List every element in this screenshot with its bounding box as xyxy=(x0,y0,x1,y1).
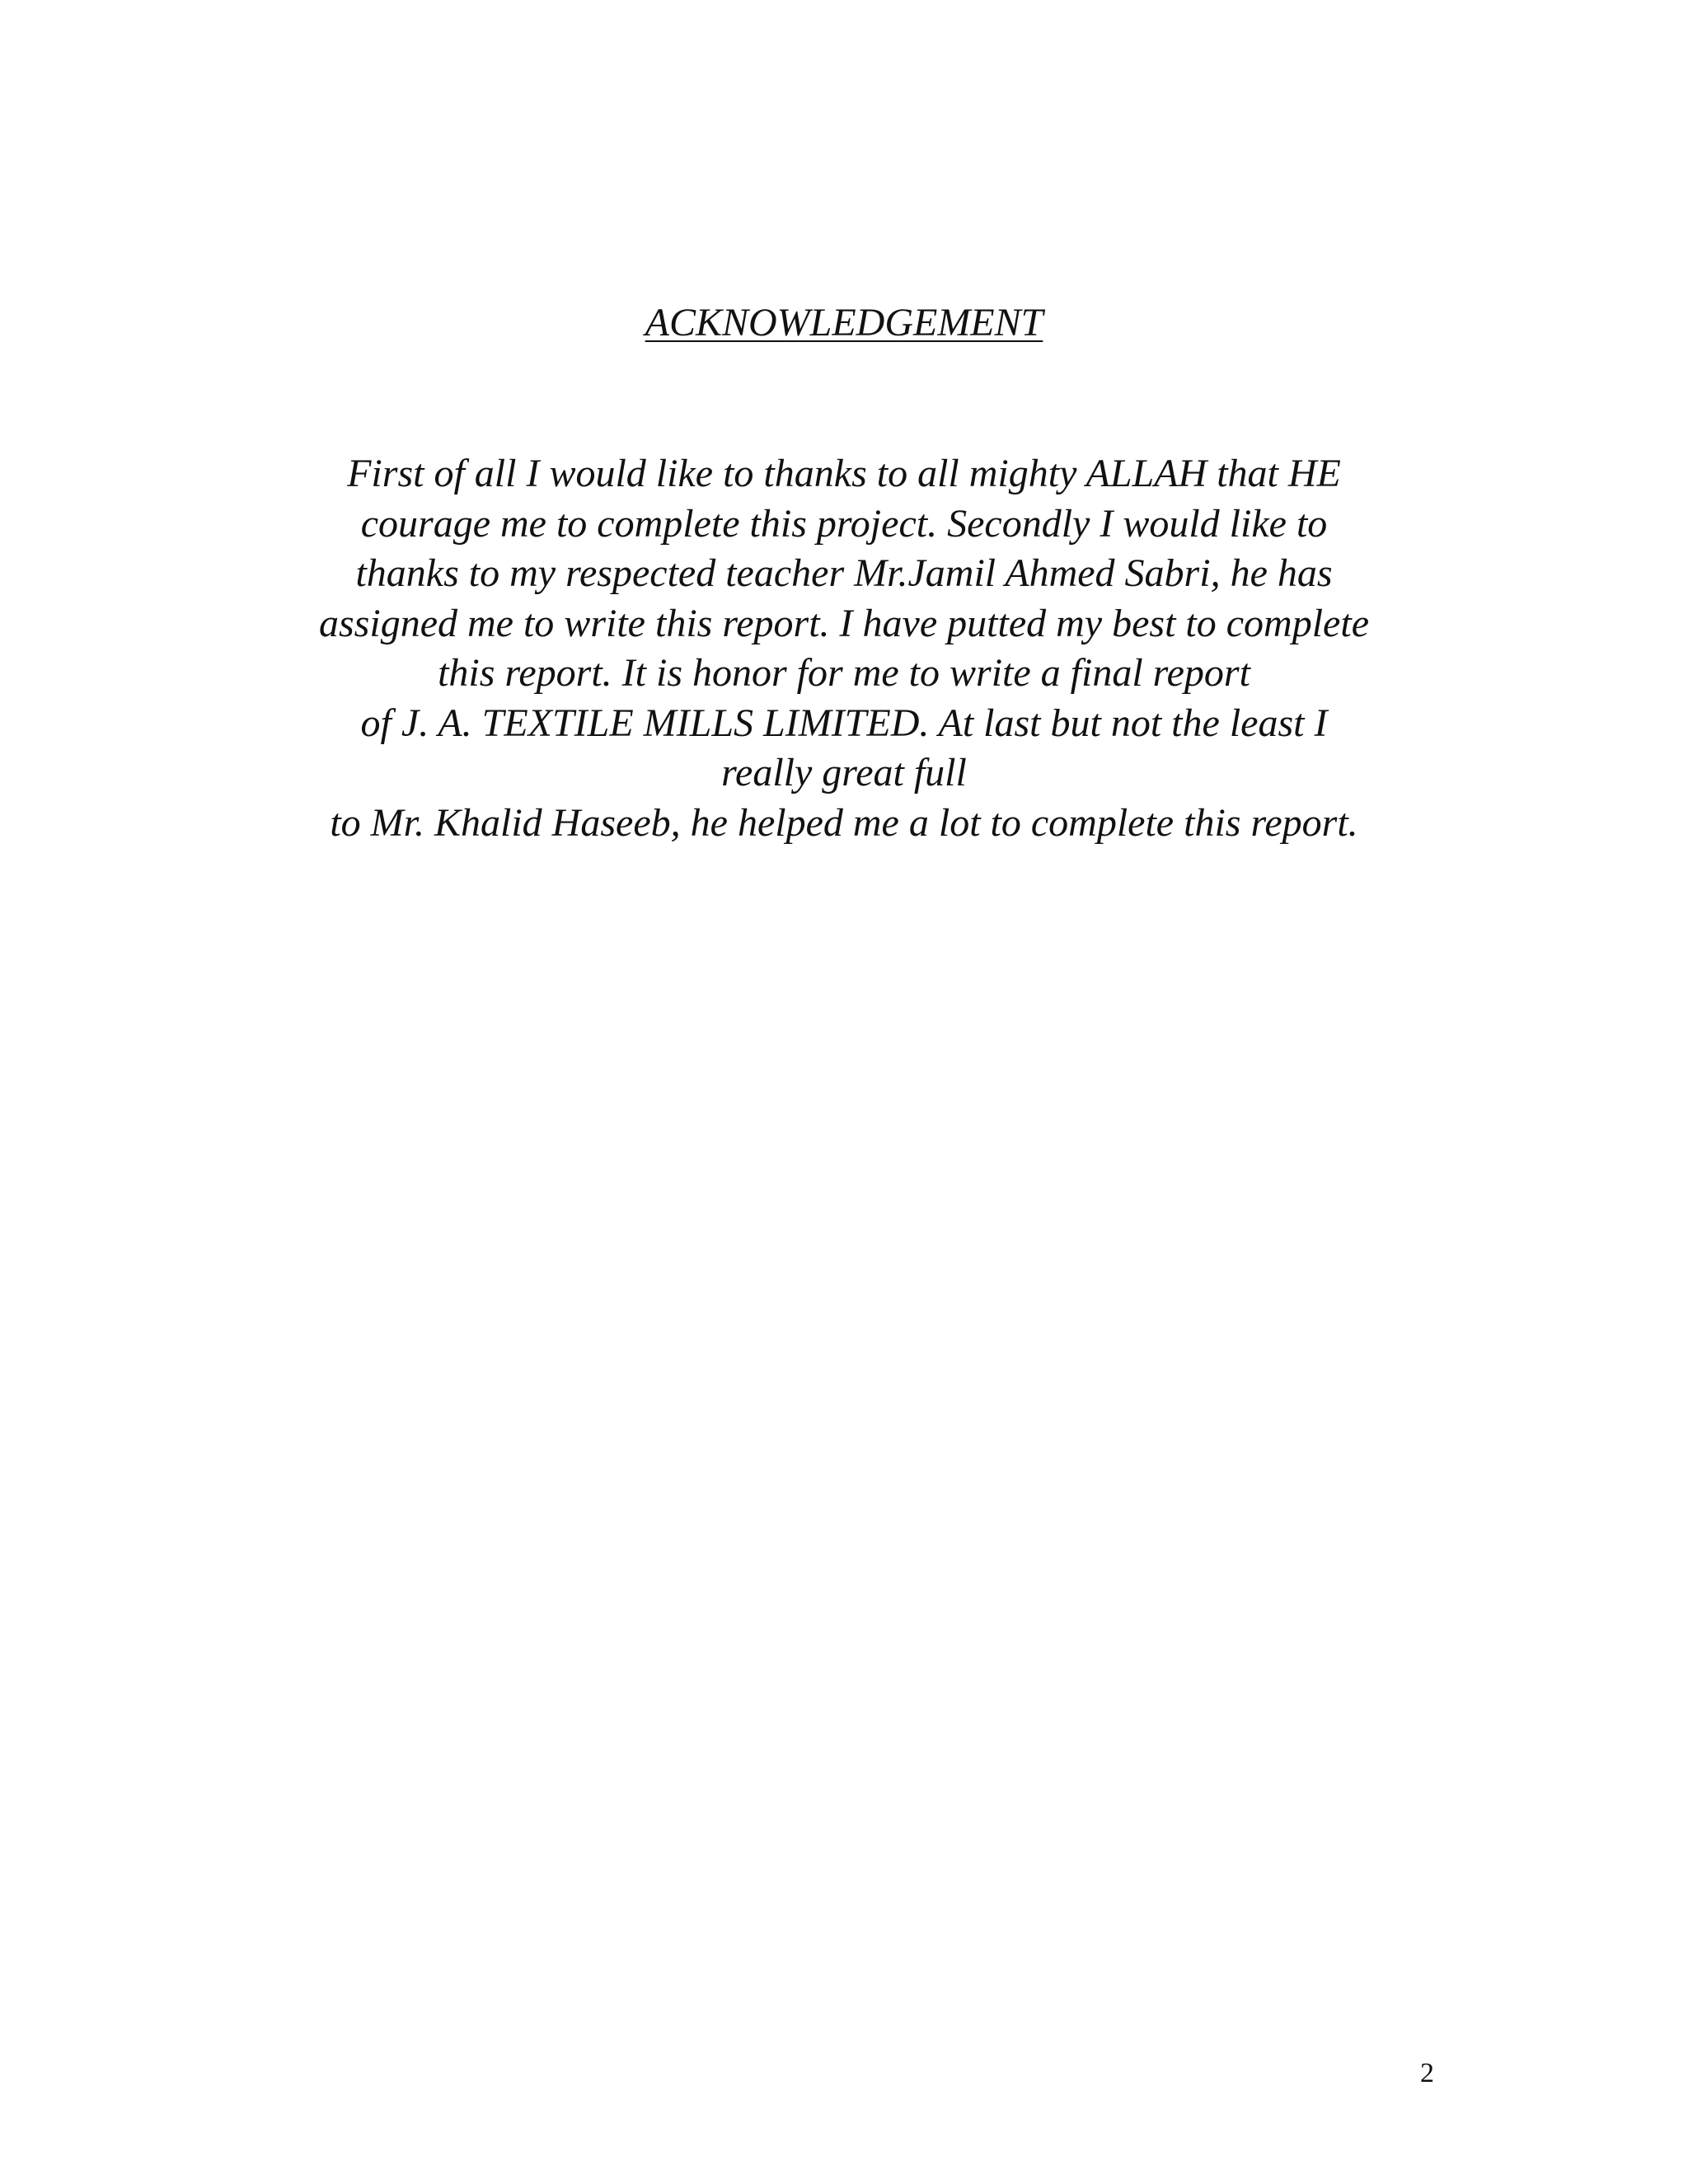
paragraph-line: of J. A. TEXTILE MILLS LIMITED. At last but not the least I xyxy=(360,701,1328,745)
paragraph-line: thanks to my respected teacher Mr.Jamil Ahmed Sabri, he has xyxy=(355,551,1333,595)
page-number: 2 xyxy=(1420,2058,1434,2088)
paragraph-line: assigned me to write this report. I have putted my best to complete xyxy=(319,601,1369,645)
page-title: ACKNOWLEDGEMENT xyxy=(645,301,1043,344)
paragraph-line: this report. It is honor for me to write a final report xyxy=(438,651,1250,695)
paragraph-line: really great full xyxy=(721,751,967,794)
paragraph-line: First of all I would like to thanks to all mighty ALLAH that HE xyxy=(347,452,1341,495)
paragraph-line: to Mr. Khalid Haseeb, he helped me a lot to complete this report. xyxy=(330,800,1358,845)
acknowledgement-paragraph xyxy=(185,449,1503,848)
paragraph-line: courage me to complete this project. Secondly I would like to xyxy=(360,501,1328,546)
